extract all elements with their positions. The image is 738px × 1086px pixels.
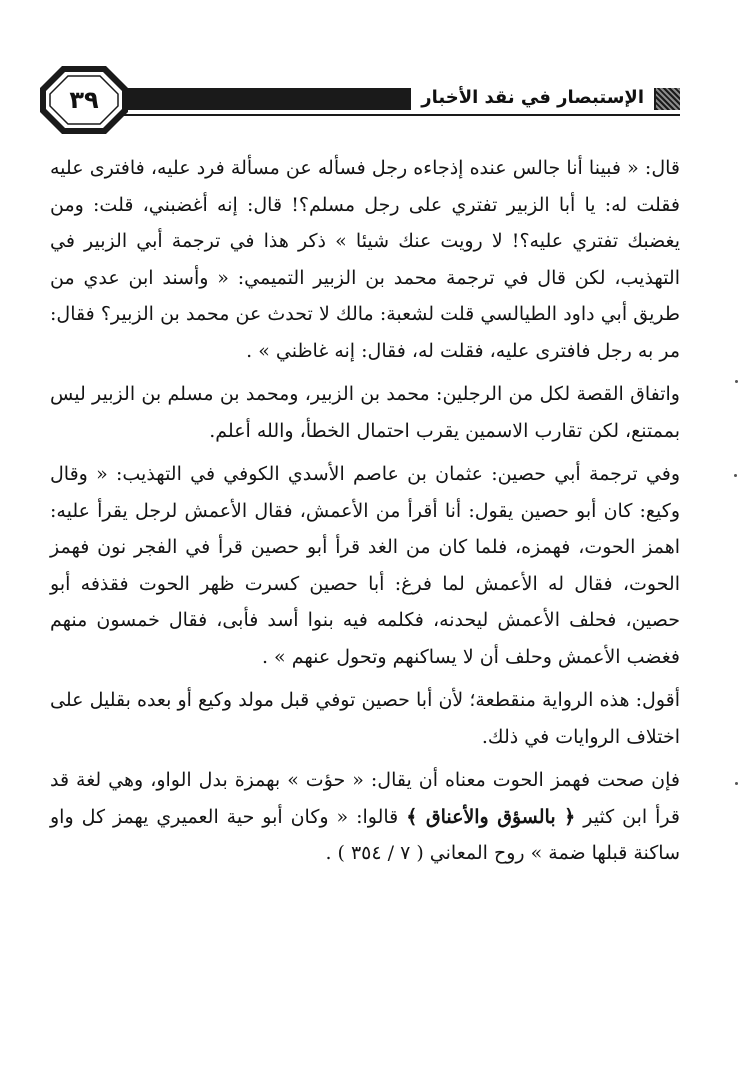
- header-ornament: [656, 88, 680, 110]
- paragraph-1: قال: « فبينا أنا جالس عنده إذجاءه رجل فسأله عن مسألة فرد عليه، فافترى عليه فقلت له: يا أبا الزبير تفتري على رجل مسلم؟! قال: إنه أغضبني، قلت: ومن يغضبك تفتري عليه؟! لا رويت عنك شيئا » ذكر هذا في ترجمة أبي الزبير في التهذيب، لكن قال في ترجمة محمد بن الزبير التميمي: « وأسند ابن عدي من طريق أبي داود الطيالسي قلت لشعبة: مالك لا تحدث عن محمد بن الزبير؟ فقال: مر به رجل فافترى عليه، فقلت له، فقال: إنه غاظني » .: [50, 157, 680, 362]
- paragraph-2: واتفاق القصة لكل من الرجلين: محمد بن الزبير، ومحمد بن مسلم بن الزبير ليس بممتنع، لكن تقارب الاسمين يقرب احتمال الخطأ، والله أعلم.: [50, 383, 680, 442]
- quran-quote: ﴿ بالسؤق والأعناق ﴾: [406, 805, 576, 828]
- page-number: ٣٩: [69, 86, 99, 114]
- paragraph-5-text-start: فإن صحت فهمز الحوت معناه أن يقال: « حؤت » بهمزة بدل الواو، وهي لغة قد قرأ ابن كثير: [50, 769, 680, 828]
- paragraph-5: [50, 762, 680, 872]
- paragraph-3: وفي ترجمة أبي حصين: عثمان بن عاصم الأسدي الكوفي في التهذيب: « وقال وكيع: كان أبو حصين يقول: أنا أقرأ من الأعمش، فقال الأعمش لرجل يقرأ عليه: اهمز الحوت، فهمزه، فلما كان من الغد قرأ أبو حصين قرأ في الفجر نون فهمز الحوت، فقال له الأعمش لما فرغ: أبا حصين كسرت ظهر الحوت فقذفه أبو حصين، فحلف الأعمش ليحدنه، فكلمه فيه بنوا أسد فأبى، فقال خمسون منهم فغضب الأعمش وحلف أن لا يساكنهم وتحول عنهم » .: [50, 463, 680, 668]
- paragraph-4: أقول: هذه الرواية منقطعة؛ لأن أبا حصين توفي قبل مولد وكيع أو بعده بقليل على اختلاف الروايات في ذلك.: [50, 689, 680, 748]
- page-number-badge: [38, 64, 130, 136]
- scan-speck: [734, 474, 737, 477]
- page-header: [38, 60, 680, 140]
- running-title: الإستبصار في نقد الأخبار: [411, 84, 654, 112]
- paragraph-5-text-end: قالوا: « وكان أبو حية العميري يهمز كل واو ساكنة قبلها ضمة » روح المعاني ( ٧ / ٣٥٤ ) .: [50, 805, 680, 864]
- page-body: [50, 150, 680, 872]
